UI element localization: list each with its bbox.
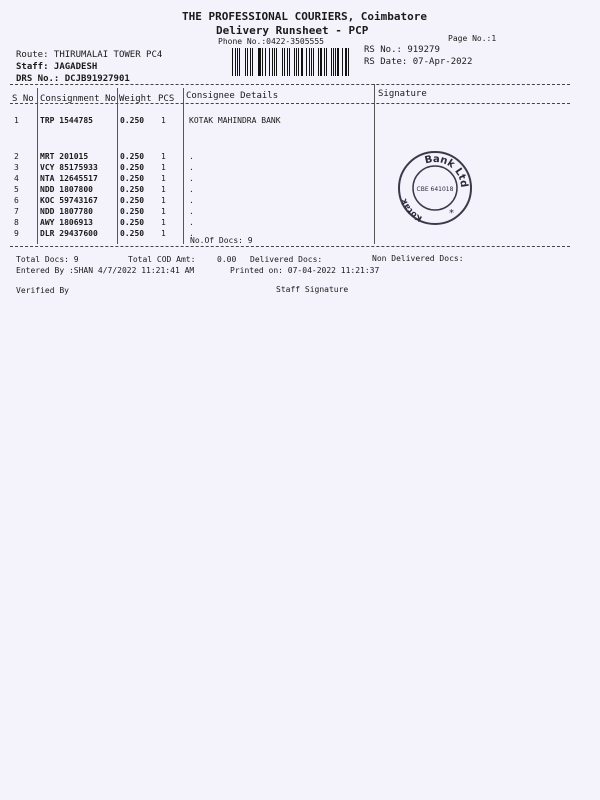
cell-consignee: .	[189, 152, 194, 161]
barcode	[232, 48, 350, 76]
page-number: Page No.:1	[448, 34, 497, 43]
divider	[10, 84, 570, 85]
cell-pcs: 1	[161, 163, 166, 172]
cell-consignment: MRT 201015	[40, 152, 89, 161]
rs-number: RS No.: 919279	[364, 45, 440, 55]
column-divider	[183, 88, 184, 244]
cell-sno: 5	[14, 185, 19, 194]
cell-sno: 1	[14, 116, 19, 125]
cell-consignee: .	[189, 218, 194, 227]
cell-weight: 0.250	[120, 152, 145, 161]
cell-pcs: 1	[161, 116, 166, 125]
cell-pcs: 1	[161, 229, 166, 238]
non-delivered-docs: Non Delivered Docs:	[372, 254, 464, 263]
cell-weight: 0.250	[120, 229, 145, 238]
cell-sno: 8	[14, 218, 19, 227]
cell-weight: 0.250	[120, 116, 145, 125]
cell-consignment: NDD 1807780	[40, 207, 93, 216]
cell-pcs: 1	[161, 196, 166, 205]
header-sno: S No	[12, 94, 34, 104]
cell-consignment: VCY 85175933	[40, 163, 98, 172]
phone-number: Phone No.:0422-3505555	[218, 37, 324, 46]
cell-weight: 0.250	[120, 185, 145, 194]
svg-text:Kotak	[399, 197, 424, 224]
cell-pcs: 1	[161, 152, 166, 161]
stamp-text-top: Bank Ltd	[423, 153, 470, 189]
column-divider	[117, 88, 118, 244]
no-of-docs: No.Of Docs: 9	[190, 236, 253, 245]
route: Route: THIRUMALAI TOWER PC4	[16, 50, 163, 60]
divider	[10, 246, 570, 247]
stamp-text-left: Kotak	[399, 197, 424, 224]
total-cod-label: Total COD Amt:	[128, 255, 196, 264]
staff-signature: Staff Signature	[276, 285, 349, 294]
stamp-text-inner: CBE 641018	[416, 186, 454, 193]
bank-stamp	[395, 148, 475, 228]
cell-consignee: .	[189, 196, 194, 205]
header-signature: Signature	[378, 89, 427, 99]
header-consignment: Consignment No	[40, 94, 116, 104]
cell-weight: 0.250	[120, 163, 145, 172]
cell-consignee: .	[189, 185, 194, 194]
verified-by: Verified By	[16, 286, 69, 295]
cell-consignment: TRP 1544785	[40, 116, 93, 125]
cell-sno: 2	[14, 152, 19, 161]
cell-consignment: NDD 1807800	[40, 185, 93, 194]
cell-consignment: AWY 1806913	[40, 218, 93, 227]
cell-consignee: .	[189, 163, 194, 172]
cell-consignee: .	[189, 207, 194, 216]
entered-by: Entered By :SHAN 4/7/2022 11:21:41 AM	[16, 266, 195, 275]
cell-consignee: .	[189, 174, 194, 183]
delivered-docs: Delivered Docs:	[250, 255, 323, 264]
rs-date: RS Date: 07-Apr-2022	[364, 57, 473, 67]
cell-consignee: .	[189, 229, 194, 238]
runsheet-subtitle: Delivery Runsheet - PCP	[216, 24, 369, 37]
cell-consignment: KOC 59743167	[40, 196, 98, 205]
cell-sno: 9	[14, 229, 19, 238]
cell-pcs: 1	[161, 218, 166, 227]
cell-consignee: KOTAK MAHINDRA BANK	[189, 116, 281, 125]
column-divider	[374, 84, 375, 244]
header-weight: Weight	[119, 94, 152, 104]
svg-text:Bank Ltd	[424, 154, 469, 188]
total-docs: Total Docs: 9	[16, 255, 79, 264]
staff: Staff: JAGADESH	[16, 62, 98, 72]
printed-on: Printed on: 07-04-2022 11:21:37	[230, 266, 380, 275]
cell-weight: 0.250	[120, 207, 145, 216]
cell-sno: 6	[14, 196, 19, 205]
cell-weight: 0.250	[120, 174, 145, 183]
cell-pcs: 1	[161, 174, 166, 183]
star-icon: *	[449, 208, 454, 219]
total-cod-value: 0.00	[217, 255, 237, 264]
column-divider	[37, 88, 38, 244]
cell-sno: 7	[14, 207, 19, 216]
cell-pcs: 1	[161, 207, 166, 216]
cell-weight: 0.250	[120, 196, 145, 205]
drs-number: DRS No.: DCJB91927901	[16, 74, 130, 84]
cell-consignment: DLR 29437600	[40, 229, 98, 238]
cell-sno: 4	[14, 174, 19, 183]
cell-weight: 0.250	[120, 218, 145, 227]
cell-sno: 3	[14, 163, 19, 172]
cell-consignment: NTA 12645517	[40, 174, 98, 183]
company-title: THE PROFESSIONAL COURIERS, Coimbatore	[182, 10, 428, 23]
header-consignee: Consignee Details	[186, 91, 279, 101]
header-pcs: PCS	[158, 94, 175, 104]
cell-pcs: 1	[161, 185, 166, 194]
